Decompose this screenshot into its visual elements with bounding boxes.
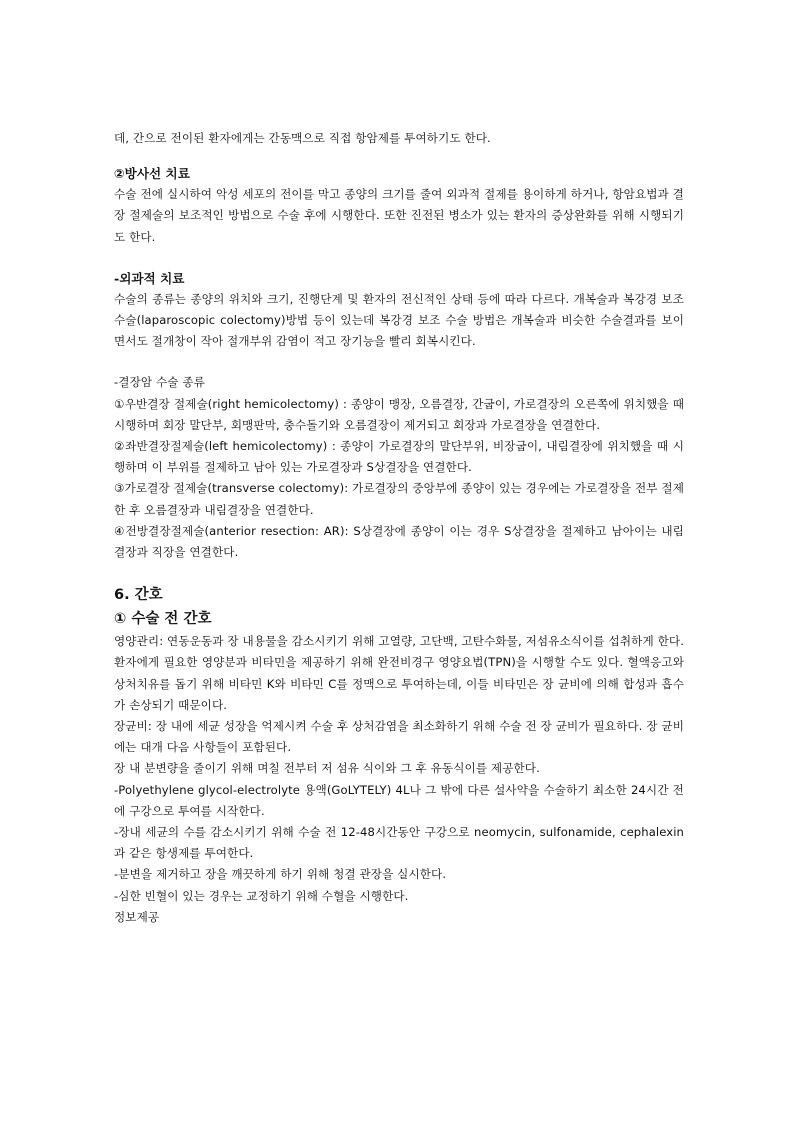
paragraph-radiation-therapy: 수술 전에 실시하여 악성 세포의 전이를 막고 종양의 크기를 줄여 외과적 절제를 용이하게 하거나, 항암요법과 결장 절제술의 보조적인 방법으로 수술 후에 시행한다. 또한 진전된 병소가 있는 환자의 증상완화를 위해 시행되기도 한다. — [114, 187, 684, 244]
heading-radiation-therapy: ②방사선 치료 — [114, 166, 190, 182]
paragraph-information-provision: 정보제공 — [114, 909, 160, 924]
paragraph-bowel-preparation: 장균비: 장 내에 세균 성장을 억제시켜 수술 후 상처감염을 최소화하기 위해 수술 전 장 균비가 필요하다. 장 균비에는 대개 다음 사항들이 포함된다. — [114, 719, 684, 755]
section-heading-nursing: 6. 간호 — [114, 587, 163, 604]
list-title-colon-surgery-types: -결장암 수술 종류 — [114, 375, 205, 390]
list-item-transverse-colectomy: ③가로결장 절제술(transverse colectomy): 가로결장의 중앙부에 종양이 있는 경우에는 가로결장을 전부 절제한 후 오름결장과 내림결장을 연결한다. — [114, 481, 684, 517]
document-body — [114, 128, 684, 928]
paragraph-nutrition-management: 영양관리: 연동운동과 장 내용물을 감소시키기 위해 고열량, 고단백, 고탄수화물, 저섬유소식이를 섭취하게 한다. 환자에게 필요한 영양분과 비타민을 제공하기 위해 완전비경구 영양요법(TPN)을 시행할 수도 있다. 혈액응고와 상처치유를 돕기 위해 비타민 K와 비타민 C를 정맥으로 투여하는데, 이들 비타민은 장 균비에 의해 합성과 흡수가 손상되기 때문이다. — [114, 634, 684, 712]
heading-surgical-treatment: -외과적 치료 — [114, 270, 185, 286]
paragraph-transfusion: -심한 빈혈이 있는 경우는 교정하기 위해 수혈을 시행한다. — [114, 888, 409, 903]
subsection-heading-preoperative-care: ① 수술 전 간호 — [114, 611, 212, 628]
paragraph-low-fiber-diet: 장 내 분변량을 줄이기 위해 며칠 전부터 저 섬유 식이와 그 후 유동식이를 제공한다. — [114, 761, 540, 776]
list-item-right-hemicolectomy: ①우반결장 절제술(right hemicolectomy) : 종양이 맹장, 오름결장, 간굽이, 가로결장의 오른쪽에 위치했을 때 시행하며 회장 말단부, 회맹판막, 충수돌기와 오름결장이 제거되고 회장과 가로결장을 연결한다. — [114, 396, 684, 432]
paragraph-cleansing-enema: -분변을 제거하고 장을 깨끗하게 하기 위해 청결 관장을 실시한다. — [114, 867, 447, 882]
paragraph-peg-solution: -Polyethylene glycol-electrolyte 용액(GoLYTELY) 4L나 그 밖에 다른 설사약을 수술하기 최소한 24시간 전에 구강으로 투여를 시작한다. — [114, 782, 684, 818]
list-item-left-hemicolectomy: ②좌반결장절제술(left hemicolectomy) : 종양이 가로결장의 말단부위, 비장굽이, 내림결장에 위치했을 때 시행하며 이 부위를 절제하고 남아 있는 가로결장과 S상결장을 연결한다. — [114, 439, 684, 475]
paragraph-continuation: 데, 간으로 전이된 환자에게는 간동맥으로 직접 항암제를 투여하기도 한다. — [114, 131, 491, 145]
list-item-anterior-resection: ④전방결장절제술(anterior resection: AR): S상결장에 종양이 이는 경우 S상결장을 절제하고 남아이는 내림결장과 직장을 연결한다. — [114, 523, 684, 560]
paragraph-antibiotics: -장내 세균의 수를 감소시키기 위해 수술 전 12-48시간동안 구강으로 neomycin, sulfonamide, cephalexin과 같은 항생제를 투여한다. — [114, 825, 684, 861]
paragraph-surgical-treatment: 수술의 종류는 종양의 위치와 크기, 진행단계 및 환자의 전신적인 상태 등에 따라 다르다. 개복술과 복강경 보조 수술(laparoscopic colectomy)방법 등이 있는데 복강경 보조 수술 방법은 개복술과 비슷한 수술결과를 보이면서도 절개창이 작아 절개부위 감염이 적고 장기능을 빨리 회복시킨다. — [114, 291, 684, 349]
